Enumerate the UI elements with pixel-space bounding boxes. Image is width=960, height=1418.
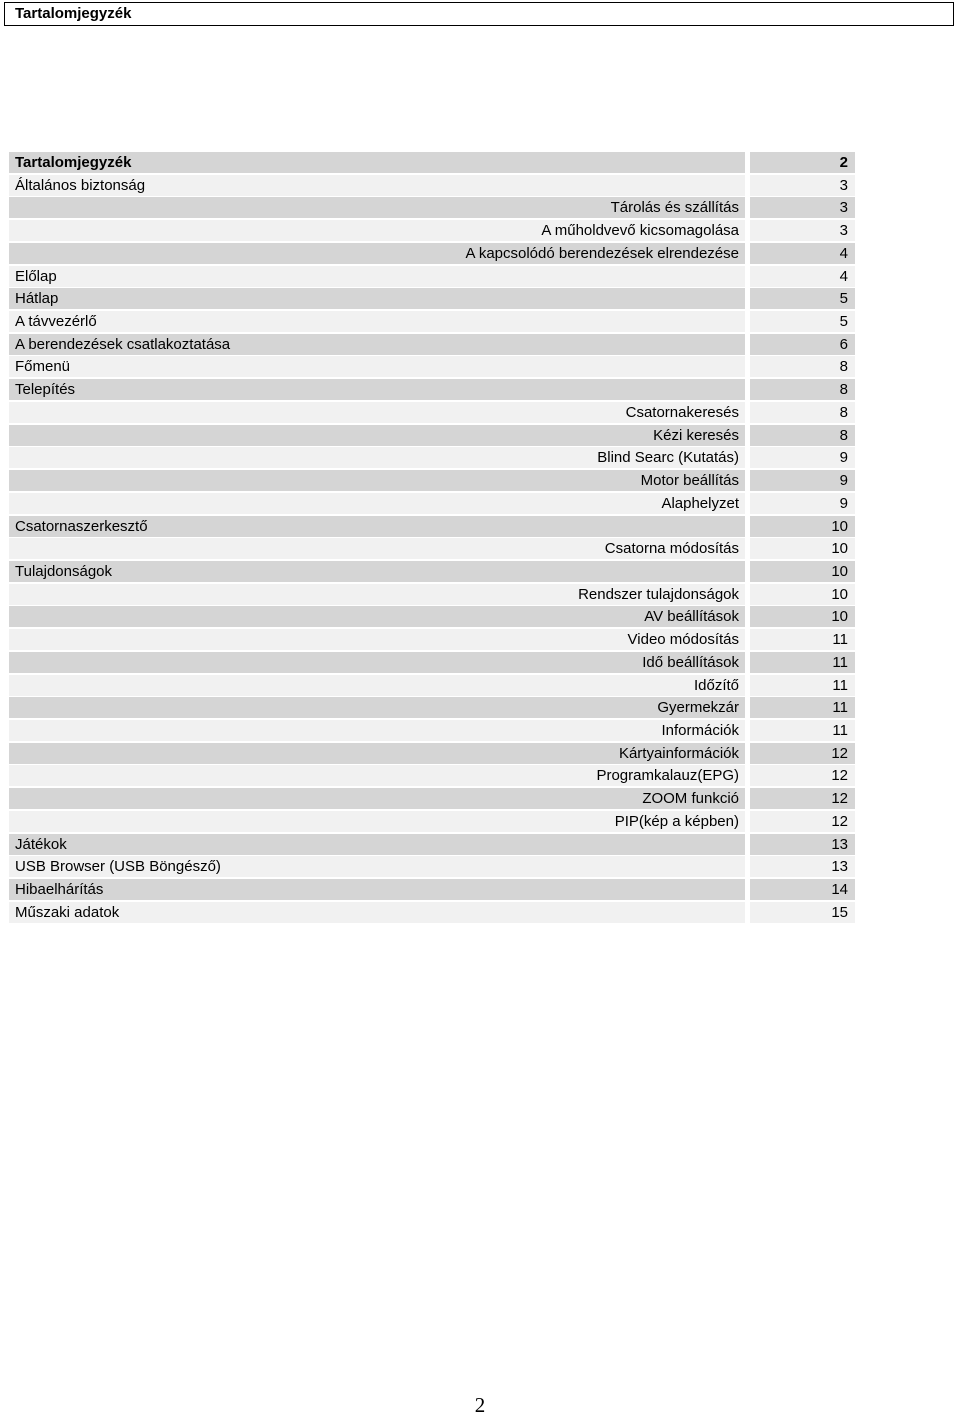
toc-entry[interactable] [9,606,855,627]
toc-entry[interactable] [9,243,855,264]
toc-entry-title: Csatornakeresés [9,402,745,423]
toc-entry-page: 15 [750,902,855,923]
toc-entry[interactable] [9,834,855,855]
toc-entry[interactable] [9,470,855,491]
toc-entry-page: 9 [750,470,855,491]
toc-entry-page: 6 [750,334,855,355]
toc-entry-title: A távvezérlő [9,311,745,332]
toc-entry-title: Előlap [9,266,745,287]
toc-entry-title: Csatorna módosítás [9,538,745,559]
toc-entry[interactable] [9,788,855,809]
toc-entry-title: PIP(kép a képben) [9,811,745,832]
toc-entry-page: 13 [750,834,855,855]
toc-entry-title: Kézi keresés [9,425,745,446]
toc-entry-page: 11 [750,675,855,696]
toc-entry-title: Műszaki adatok [9,902,745,923]
toc-entry-title: Kártyainformációk [9,743,745,764]
toc-entry-title: Hátlap [9,288,745,309]
toc-entry-page: 8 [750,379,855,400]
page-number: 2 [474,1393,486,1417]
toc-entry-page: 8 [750,402,855,423]
toc-entry-page: 2 [750,152,855,173]
toc-entry-page: 5 [750,311,855,332]
toc-entry-page: 4 [750,243,855,264]
toc-entry[interactable] [9,811,855,832]
toc-entry-page: 14 [750,879,855,900]
toc-entry-title: A műholdvevő kicsomagolása [9,220,745,241]
toc-entry-page: 12 [750,765,855,786]
toc-entry[interactable] [9,561,855,582]
toc-entry[interactable] [9,379,855,400]
toc-entry-title: Video módosítás [9,629,745,650]
toc-entry-title: A berendezések csatlakoztatása [9,334,745,355]
toc-entry-title: Tulajdonságok [9,561,745,582]
toc-entry[interactable] [9,311,855,332]
toc-entry[interactable] [9,743,855,764]
toc-entry-page: 10 [750,561,855,582]
toc-entry[interactable] [9,879,855,900]
toc-entry-page: 11 [750,629,855,650]
toc-entry-title: Alaphelyzet [9,493,745,514]
toc-entry-page: 12 [750,788,855,809]
table-of-contents [9,152,855,924]
toc-entry-title: Tárolás és szállítás [9,197,745,218]
toc-entry[interactable] [9,856,855,877]
toc-entry[interactable] [9,175,855,196]
toc-entry-title: Játékok [9,834,745,855]
toc-entry-page: 11 [750,652,855,673]
toc-entry[interactable] [9,675,855,696]
toc-entry-title: Csatornaszerkesztő [9,516,745,537]
toc-entry-page: 8 [750,356,855,377]
toc-entry-title: Hibaelhárítás [9,879,745,900]
toc-entry-title: Főmenü [9,356,745,377]
toc-entry-page: 5 [750,288,855,309]
toc-entry-title: Programkalauz(EPG) [9,765,745,786]
toc-entry[interactable] [9,425,855,446]
toc-entry-page: 10 [750,516,855,537]
toc-entry[interactable] [9,765,855,786]
toc-entry-page: 3 [750,220,855,241]
toc-entry-page: 10 [750,538,855,559]
toc-entry-page: 11 [750,720,855,741]
toc-entry[interactable] [9,402,855,423]
toc-entry[interactable] [9,720,855,741]
toc-entry[interactable] [9,220,855,241]
toc-entry-page: 9 [750,493,855,514]
header-title: Tartalomjegyzék [4,2,954,26]
toc-entry-title: Rendszer tulajdonságok [9,584,745,605]
toc-entry[interactable] [9,493,855,514]
toc-entry-page: 13 [750,856,855,877]
toc-entry-page: 3 [750,175,855,196]
toc-entry-page: 9 [750,447,855,468]
toc-entry[interactable] [9,902,855,923]
toc-entry-title: Motor beállítás [9,470,745,491]
toc-entry[interactable] [9,447,855,468]
toc-entry-page: 4 [750,266,855,287]
toc-entry-page: 10 [750,606,855,627]
toc-entry-page: 8 [750,425,855,446]
toc-entry-title: A kapcsolódó berendezések elrendezése [9,243,745,264]
toc-entry-page: 10 [750,584,855,605]
toc-entry[interactable] [9,266,855,287]
toc-entry[interactable] [9,697,855,718]
toc-entry-title: Telepítés [9,379,745,400]
toc-entry-title: Gyermekzár [9,697,745,718]
toc-entry-page: 12 [750,743,855,764]
toc-entry-title: USB Browser (USB Böngésző) [9,856,745,877]
toc-entry[interactable] [9,516,855,537]
toc-entry[interactable] [9,629,855,650]
toc-entry-title: ZOOM funkció [9,788,745,809]
toc-entry-title: Információk [9,720,745,741]
toc-entry-title: Blind Searc (Kutatás) [9,447,745,468]
toc-entry[interactable] [9,356,855,377]
toc-entry[interactable] [9,584,855,605]
toc-entry[interactable] [9,334,855,355]
toc-entry[interactable] [9,288,855,309]
toc-entry[interactable] [9,538,855,559]
toc-entry-page: 11 [750,697,855,718]
toc-entry-page: 12 [750,811,855,832]
toc-entry-title: AV beállítások [9,606,745,627]
toc-entry-title: Általános biztonság [9,175,745,196]
toc-entry[interactable] [9,197,855,218]
toc-entry-title: Tartalomjegyzék [9,152,745,173]
toc-entry[interactable] [9,152,855,173]
toc-entry-page: 3 [750,197,855,218]
toc-entry-title: Idő beállítások [9,652,745,673]
toc-entry[interactable] [9,652,855,673]
toc-entry-title: Időzítő [9,675,745,696]
